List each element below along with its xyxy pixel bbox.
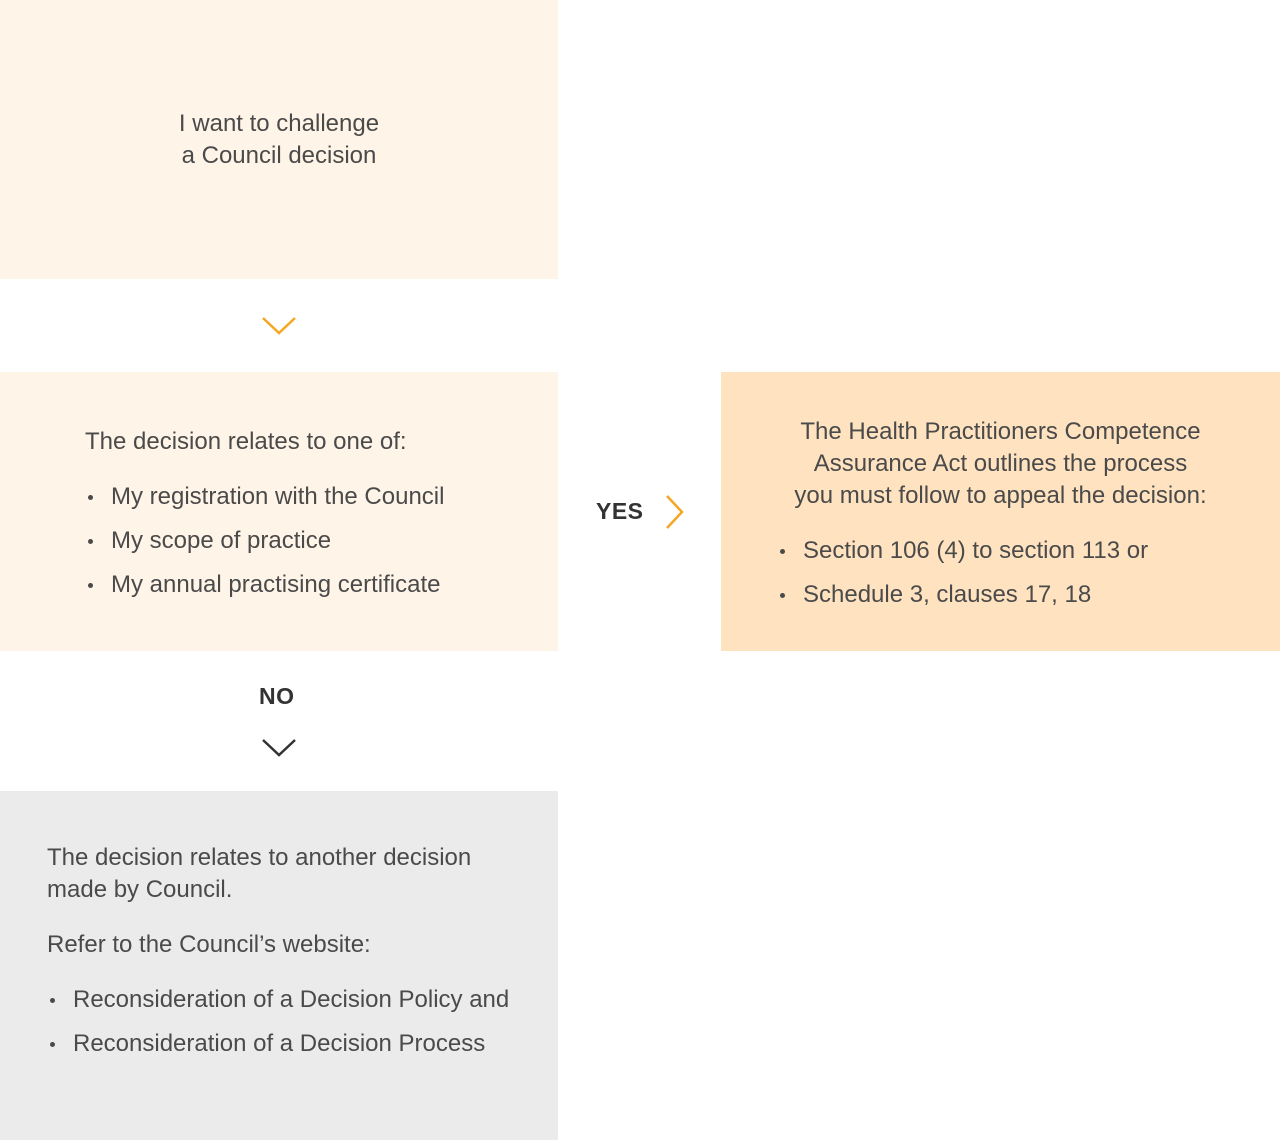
no-paragraph-1: The decision relates to another decision made by Council. — [47, 844, 472, 903]
list-item: Reconsideration of a Decision Policy and — [73, 984, 518, 1016]
start-text — [179, 108, 379, 172]
list-item: My annual practising certificate — [111, 569, 558, 601]
no-box — [0, 791, 558, 1140]
no-label: NO — [259, 683, 295, 709]
question-list — [85, 481, 558, 601]
yes-intro-line: The Health Practitioners Competence — [800, 418, 1201, 445]
yes-intro-line: Assurance Act outlines the process — [813, 450, 1188, 477]
yes-list — [721, 535, 1280, 611]
chevron-right-icon — [665, 495, 685, 529]
list-item: My registration with the Council — [111, 481, 558, 513]
no-paragraph-2: Refer to the Council’s website: — [47, 931, 371, 958]
yes-intro — [721, 416, 1280, 512]
start-text-line-2: a Council decision — [181, 141, 377, 169]
chevron-down-icon — [262, 738, 296, 758]
yes-label: YES — [596, 498, 644, 524]
list-item: My scope of practice — [111, 525, 558, 557]
question-lead: The decision relates to one of: — [85, 428, 407, 455]
list-item: Section 106 (4) to section 113 or — [803, 535, 1280, 567]
list-item: Reconsideration of a Decision Process — [73, 1028, 518, 1060]
chevron-down-icon — [262, 316, 296, 336]
question-box — [0, 372, 558, 651]
start-text-line-1: I want to challenge — [178, 109, 380, 137]
list-item: Schedule 3, clauses 17, 18 — [803, 579, 1280, 611]
start-box — [0, 0, 558, 279]
yes-intro-line: you must follow to appeal the decision: — [794, 482, 1207, 509]
no-list — [47, 984, 518, 1060]
yes-box — [721, 372, 1280, 651]
